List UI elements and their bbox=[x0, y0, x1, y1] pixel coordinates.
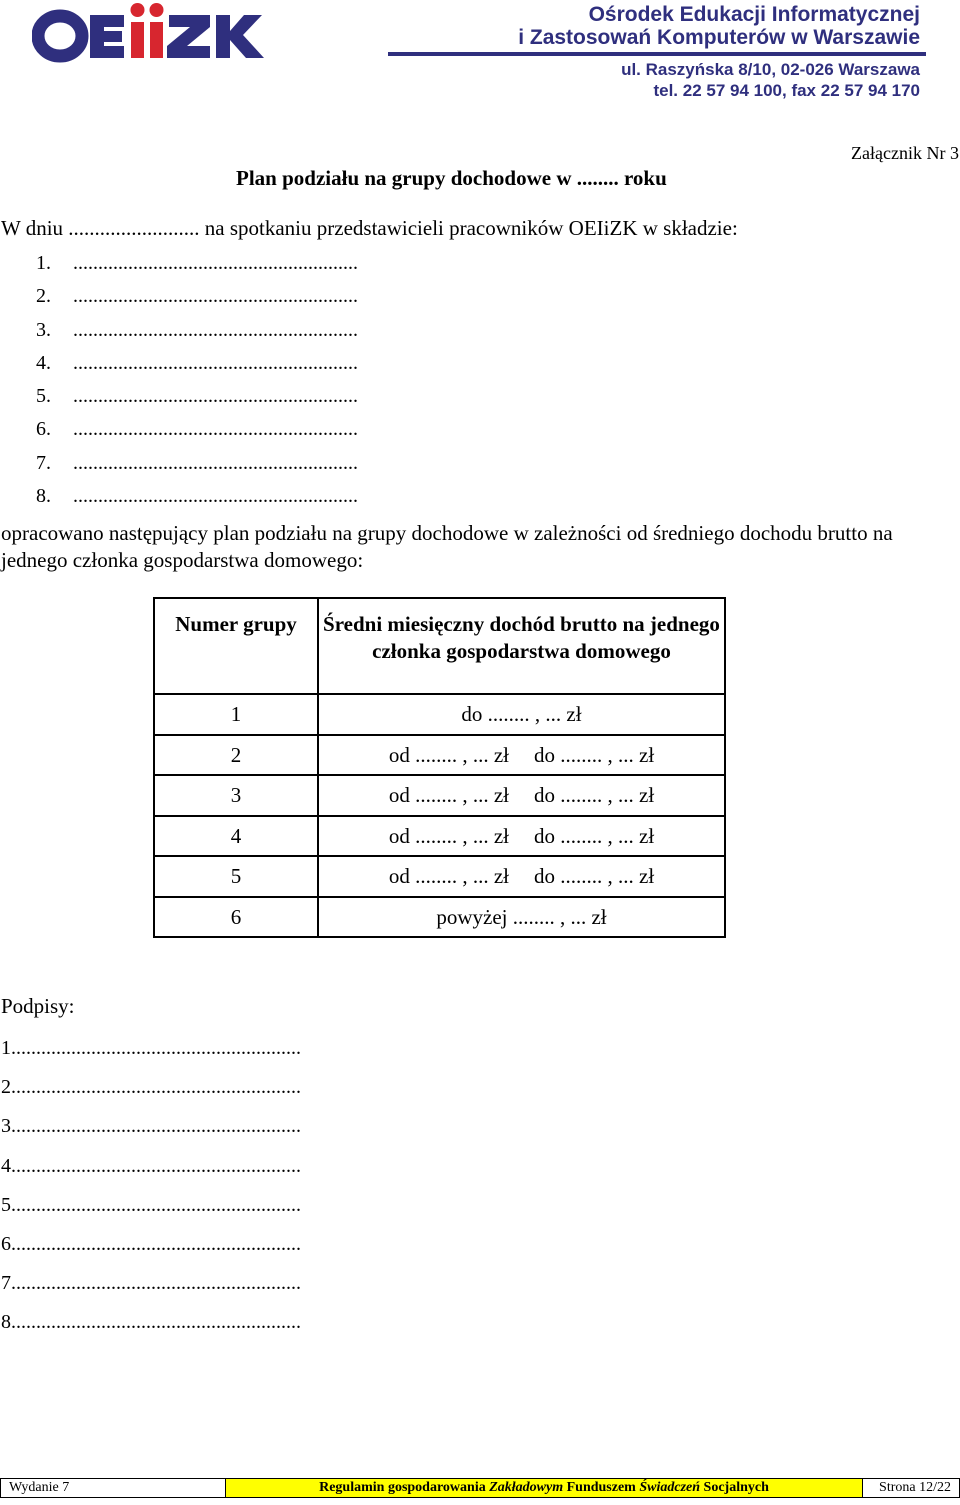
group-number: 4 bbox=[154, 816, 318, 857]
table-row bbox=[154, 816, 725, 857]
page-footer bbox=[0, 1478, 960, 1498]
income-range: do ........ , ... zł bbox=[318, 694, 725, 735]
income-range bbox=[318, 775, 725, 816]
signature-line: 6.......................................................... bbox=[1, 1232, 301, 1255]
income-from: od ........ , ... zł bbox=[388, 823, 509, 848]
fill-in-line: ......................................................... bbox=[73, 351, 358, 374]
logo-graphic bbox=[32, 0, 267, 64]
fill-in-line: ......................................................... bbox=[73, 318, 358, 341]
list-number: 4. bbox=[36, 351, 51, 374]
org-name-line2: i Zastosowań Komputerów w Warszawie bbox=[518, 26, 920, 49]
table-row bbox=[154, 775, 725, 816]
table-row bbox=[154, 735, 725, 776]
income-from: od ........ , ... zł bbox=[388, 783, 509, 808]
attachment-label: Załącznik Nr 3 bbox=[851, 143, 959, 163]
list-item bbox=[36, 383, 358, 416]
list-number: 2. bbox=[36, 285, 51, 308]
income-to: do ........ , ... zł bbox=[534, 823, 655, 848]
fill-in-line: ......................................................... bbox=[73, 285, 358, 308]
list-number: 3. bbox=[36, 318, 51, 341]
oeiizk-logo bbox=[32, 0, 267, 64]
fill-in-line: ......................................................... bbox=[73, 385, 358, 408]
document-title: Plan podziału na grupy dochodowe w ........ roku bbox=[236, 166, 667, 190]
column-header-group: Numer grupy bbox=[154, 598, 318, 694]
list-number: 6. bbox=[36, 418, 51, 441]
footer-title-part: Socjalnych bbox=[700, 1480, 769, 1495]
org-name-line1: Ośrodek Edukacji Informatycznej bbox=[588, 3, 920, 26]
signature-line: 8.......................................................... bbox=[1, 1311, 301, 1334]
footer-title-italic: Świadczeń bbox=[639, 1480, 701, 1495]
income-groups-table bbox=[153, 597, 726, 938]
header-divider bbox=[388, 52, 926, 56]
org-phone: tel. 22 57 94 100, fax 22 57 94 170 bbox=[653, 81, 920, 100]
members-list bbox=[36, 250, 358, 516]
group-number: 6 bbox=[154, 897, 318, 938]
income-range bbox=[318, 856, 725, 897]
list-number: 5. bbox=[36, 385, 51, 408]
signature-line: 2.......................................................... bbox=[1, 1076, 301, 1099]
regulation-title bbox=[226, 1479, 863, 1497]
group-number: 3 bbox=[154, 775, 318, 816]
list-item bbox=[36, 317, 358, 350]
fill-in-line: ......................................................... bbox=[73, 485, 358, 508]
signature-line: 7.......................................................... bbox=[1, 1272, 301, 1295]
table-row bbox=[154, 856, 725, 897]
fill-in-line: ......................................................... bbox=[73, 252, 358, 274]
org-address: ul. Raszyńska 8/10, 02-026 Warszawa bbox=[621, 60, 920, 79]
intro-text: W dniu ......................... na spotkaniu przedstawicieli pracowników OEIiZK w składzie: bbox=[1, 216, 738, 240]
signature-line: 3.......................................................... bbox=[1, 1115, 301, 1138]
footer-title-part: Funduszem bbox=[563, 1480, 640, 1495]
income-to: do ........ , ... zł bbox=[534, 864, 655, 889]
income-range: powyżej ........ , ... zł bbox=[318, 897, 725, 938]
group-number: 2 bbox=[154, 735, 318, 776]
list-item bbox=[36, 450, 358, 483]
list-number: 8. bbox=[36, 485, 51, 508]
list-item bbox=[36, 250, 358, 283]
column-header-income: Średni miesięczny dochód brutto na jednego członka gospodarstwa domowego bbox=[318, 598, 725, 694]
income-to: do ........ , ... zł bbox=[534, 742, 655, 767]
list-item bbox=[36, 416, 358, 449]
signature-line: 5.......................................................... bbox=[1, 1193, 301, 1216]
table-row bbox=[154, 694, 725, 735]
group-number: 5 bbox=[154, 856, 318, 897]
footer-title-italic: Zakładowym bbox=[489, 1480, 564, 1495]
plan-description: opracowano następujący plan podziału na grupy dochodowe w zależności od średniego dochodu brutto na jednego członka gospodarstwa domowego: bbox=[1, 521, 893, 572]
income-range bbox=[318, 735, 725, 776]
group-number: 1 bbox=[154, 694, 318, 735]
signature-line: 4.......................................................... bbox=[1, 1154, 301, 1177]
income-from: od ........ , ... zł bbox=[388, 864, 509, 889]
income-range bbox=[318, 816, 725, 857]
list-item bbox=[36, 350, 358, 383]
table-row bbox=[154, 897, 725, 938]
page-number: Strona 12/22 bbox=[879, 1480, 951, 1495]
income-to: do ........ , ... zł bbox=[534, 783, 655, 808]
signatures-list bbox=[1, 1035, 301, 1349]
signatures-label: Podpisy: bbox=[1, 994, 75, 1018]
signature-line: 1.......................................................... bbox=[1, 1037, 301, 1059]
edition-label: Wydanie 7 bbox=[1, 1479, 226, 1497]
footer-title-part: Regulamin gospodarowania bbox=[319, 1480, 490, 1495]
list-number: 7. bbox=[36, 451, 51, 474]
list-number: 1. bbox=[36, 252, 51, 274]
fill-in-line: ......................................................... bbox=[73, 418, 358, 441]
table-header-row bbox=[154, 598, 725, 694]
income-from: od ........ , ... zł bbox=[388, 742, 509, 767]
fill-in-line: ......................................................... bbox=[73, 451, 358, 474]
list-item bbox=[36, 483, 358, 516]
list-item bbox=[36, 283, 358, 316]
